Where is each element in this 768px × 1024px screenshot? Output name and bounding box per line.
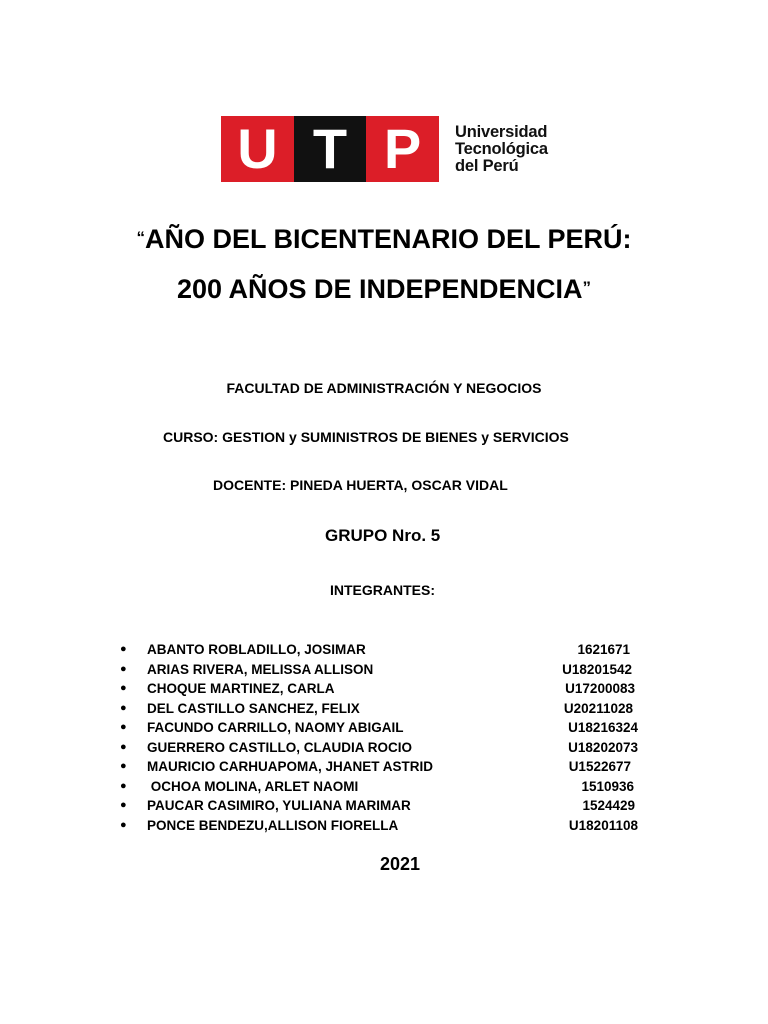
member-code: 1510936 bbox=[581, 778, 634, 794]
logo-letter-u: U bbox=[237, 117, 278, 180]
member-name: FACUNDO CARRILLO, NAOMY ABIGAIL bbox=[147, 720, 404, 735]
university-name-line-1: Universidad bbox=[455, 123, 548, 141]
course-name-part-2: SUMINISTROS DE BIENES bbox=[300, 429, 478, 445]
bullet-icon: ● bbox=[120, 740, 127, 753]
title-text-1: AÑO DEL BICENTENARIO DEL PERÚ: bbox=[144, 224, 632, 254]
bullet-icon: ● bbox=[120, 818, 127, 831]
member-name: DEL CASTILLO SANCHEZ, FELIX bbox=[147, 700, 360, 716]
course-label: CURSO: bbox=[163, 429, 219, 445]
member-code: U18216324 bbox=[568, 720, 638, 735]
member-row bbox=[120, 660, 650, 680]
title-line-1 bbox=[0, 224, 768, 255]
university-name-line-3: del Perú bbox=[455, 157, 519, 175]
member-name: GUERRERO CASTILLO, CLAUDIA ROCIO bbox=[147, 739, 412, 755]
utp-logo bbox=[221, 116, 561, 182]
member-row bbox=[120, 738, 650, 758]
bullet-icon: ● bbox=[120, 721, 127, 733]
teacher-line: DOCENTE: PINEDA HUERTA, OSCAR VIDAL bbox=[213, 477, 508, 493]
group-title: GRUPO Nro. 5 bbox=[325, 526, 441, 545]
member-row bbox=[120, 777, 650, 797]
member-row bbox=[120, 679, 650, 699]
member-code: U1522677 bbox=[568, 759, 631, 774]
member-name: ABANTO ROBLADILLO, JOSIMAR bbox=[147, 642, 366, 657]
member-row bbox=[120, 718, 650, 738]
course-name-part-1: GESTION bbox=[222, 429, 286, 445]
year: 2021 bbox=[380, 854, 421, 874]
member-row bbox=[120, 699, 650, 719]
member-row bbox=[120, 757, 650, 777]
bullet-icon: ● bbox=[120, 779, 127, 792]
logo-letter-p: P bbox=[383, 117, 422, 180]
bullet-icon: ● bbox=[120, 662, 127, 675]
course-connector-1: y bbox=[289, 429, 297, 445]
member-name: CHOQUE MARTINEZ, CARLA bbox=[147, 681, 335, 696]
course-connector-2: y bbox=[481, 429, 489, 445]
bullet-icon: ● bbox=[120, 682, 127, 694]
title-open-quote: “ bbox=[136, 228, 145, 247]
bullet-icon: ● bbox=[120, 760, 127, 772]
members-list bbox=[120, 640, 650, 835]
member-code: U18202073 bbox=[568, 739, 638, 755]
faculty-line: FACULTAD DE ADMINISTRACIÓN Y NEGOCIOS bbox=[226, 380, 542, 396]
member-row bbox=[120, 796, 650, 816]
course-line bbox=[163, 429, 569, 445]
member-code: U17200083 bbox=[565, 681, 635, 696]
member-name: MAURICIO CARHUAPOMA, JHANET ASTRID bbox=[147, 759, 433, 774]
member-row bbox=[120, 816, 650, 836]
course-name-part-3: SERVICIOS bbox=[492, 429, 569, 445]
member-code: 1524429 bbox=[582, 798, 635, 813]
member-name: PONCE BENDEZU,ALLISON FIORELLA bbox=[147, 817, 399, 833]
member-code: U20211028 bbox=[563, 700, 633, 716]
bullet-icon: ● bbox=[120, 701, 127, 714]
bullet-icon: ● bbox=[120, 799, 127, 811]
member-code: U18201108 bbox=[568, 817, 638, 833]
member-name: OCHOA MOLINA, ARLET NAOMI bbox=[147, 778, 359, 794]
members-heading: INTEGRANTES: bbox=[330, 582, 435, 598]
member-code: U18201542 bbox=[562, 661, 632, 677]
title-close-quote: ” bbox=[582, 278, 592, 297]
member-name: ARIAS RIVERA, MELISSA ALLISON bbox=[147, 661, 374, 677]
university-name bbox=[455, 124, 548, 175]
title-text-2: 200 AÑOS DE INDEPENDENCIA bbox=[176, 274, 583, 304]
bullet-icon: ● bbox=[120, 643, 127, 655]
university-name-line-2: Tecnológica bbox=[455, 140, 548, 158]
member-name: PAUCAR CASIMIRO, YULIANA MARIMAR bbox=[147, 798, 411, 813]
logo-letter-t: T bbox=[312, 117, 348, 180]
title-line-2 bbox=[0, 274, 768, 305]
member-row bbox=[120, 640, 650, 660]
member-code: 1621671 bbox=[577, 642, 630, 657]
